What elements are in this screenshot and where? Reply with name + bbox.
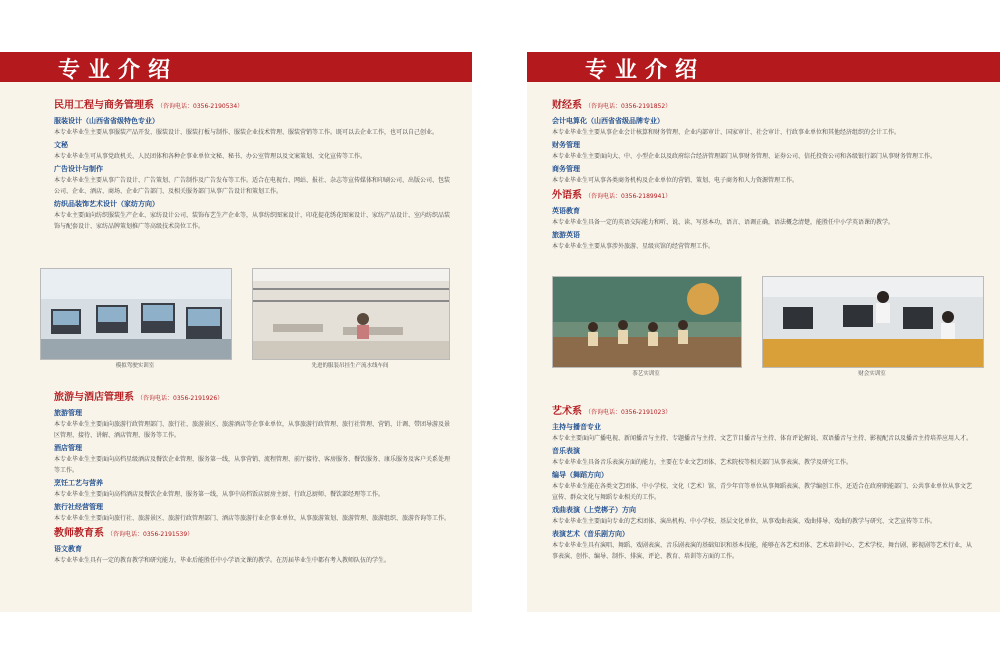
left-banner-title: 专业介绍 [58,57,179,83]
dept-heading: 民用工程与商务管理系 （咨询电话：0356-2190534） [54,100,244,111]
left-banner [0,52,472,82]
major-title: 戏曲表演（上党梆子）方向 [552,506,636,514]
major-title: 纺织品装饰艺术设计（家纺方向） [54,200,159,208]
major-title: 旅游管理 [54,409,82,417]
major-title: 英语教育 [552,207,580,215]
major-title: 旅行社经营管理 [54,503,103,511]
major-description: 本专业毕业生具备一定的英语交际能力和听、说、读、写基本功，语言、语调正确，语法概念清楚，能胜任中小学英语课的教学。 [552,219,895,226]
major-title: 文秘 [54,141,68,149]
left-photos [40,268,450,372]
dept-heading: 财经系 （咨询电话：0356-2191852） [552,100,672,111]
accounting-lab-photo [762,276,984,368]
right-banner-title: 专业介绍 [585,57,706,83]
major-description: 本专业毕业生主要从事企业会计核算和财务管理、企业内部审计、国家审计、社会审计、行政事业单位和其他经济组织的会计工作。 [552,129,901,136]
major-title: 会计电算化（山西省省级品牌专业） [552,117,664,125]
major-description: 本专业毕业生主要从事服装产品开发、服装设计、服装打板与制作、服装企业技术管理、服装营销等工作。既可以去企业工作，也可以自己创业。 [54,129,439,136]
major-title: 语文教育 [54,545,82,553]
photo-caption: 先进的服装吊挂生产流水线车间 [311,363,389,369]
major-title: 财务管理 [552,141,580,149]
major-title: 编导（舞蹈方向） [552,471,608,479]
dept-heading: 教师教育系 （咨询电话：0356-2191539） [54,528,194,539]
left-upper-content [54,96,452,232]
major-description: 本专业毕业生主要面向旅行社、旅游景区、旅游行政管理部门、酒店等旅游行业企事业单位，从事旅游策划、旅游管理、旅游组织、旅游咨询等工作。 [54,515,451,522]
major-description: 本专业毕业生可从事各类商务机构及企业单位的营销、策划、电子商务和人力资源管理工作。 [552,177,799,184]
right-banner [527,52,1000,82]
right-photos [552,276,984,380]
major-title: 广告设计与制作 [54,165,103,173]
major-title: 烹饪工艺与营养 [54,479,103,487]
right-upper-content [552,96,976,252]
garment-workshop-photo [252,268,450,360]
major-description: 本专业毕业生可从事党政机关、人民团体和各种企事业单位文秘、秘书、办公室管理以及文案策划、文化宣传等工作。 [54,153,367,160]
major-title: 主持与播音专业 [552,423,601,431]
major-description: 本专业毕业生主要面向旅游行政管理部门、旅行社、旅游景区、旅游酒店等企事业单位，从事旅游行政管理、旅行社管理、营销、计调、带团导游及景区管理、接待、讲解、酒店管理、服务等工作。 [54,421,451,439]
major-description: 本专业主要面向纺织服装生产企业、家纺设计公司、装饰布艺生产企业等，从事纺织图案设计、印花提花绣花图案设计、家纺产品设计、室内纺织品装饰与配套设计、家纺品牌策划推广等高级技术岗位工作。 [54,212,451,230]
major-description: 本专业主要面向广播电视、新闻播音与主持、专题播音与主持、文艺节目播音与主持、体育评论解说、双语播音与主持、影视配音以及播音主持培养应用人才。 [552,435,973,442]
major-description: 本专业毕业生主要从事涉外旅游、星级宾馆的经营管理工作。 [552,243,715,250]
driving-lab-photo [40,268,232,360]
major-description: 本专业毕业生具有一定的教育教学和研究能力，毕业后能胜任中小学语文课的教学。在历届毕业生中都有考入教师队伍的学生。 [54,557,391,564]
tea-art-lab-photo [552,276,742,368]
dept-heading: 旅游与酒店管理系 （咨询电话：0356-2191926） [54,392,224,403]
major-description: 本专业毕业生主要面向高档星级酒店及餐饮企业管理、服务第一线，从事营销、流程管理、前厅接待、客房服务、餐饮服务、康乐服务及客户关系处理等工作。 [54,456,451,474]
major-title: 旅游英语 [552,231,580,239]
left-lower-content [54,388,452,566]
major-title: 服装设计（山西省省级特色专业） [54,117,159,125]
right-page [527,52,1000,612]
photo-caption: 模拟驾驶实训室 [115,363,155,369]
major-title: 音乐表演 [552,447,580,455]
left-page [0,52,472,612]
major-title: 表演艺术（音乐剧方向） [552,530,629,538]
photo-caption: 茶艺实训室 [632,371,660,377]
major-description: 本专业毕业生具有演唱、舞蹈、戏剧表演、音乐剧表演的基础知识和基本技能，能够在各艺术团体、艺术培训中心、艺术学校、舞台剧、影视剧等艺术行业，从事表演、创作、编导、制作、排演、评论、教育、培训等方面的工作。 [552,542,973,560]
major-description: 本专业毕业生主要面向专业的艺术团体、演出机构、中小学校、基层文化单位，从事戏曲表演、戏曲排导、戏曲的教学与研究、文艺宣传等工作。 [552,518,937,525]
major-description: 本专业毕业生具备音乐表演方面的能力，主要在专业文艺团体、艺术院校等相关部门从事表演、教学及研究工作。 [552,459,853,466]
major-title: 商务管理 [552,165,580,173]
major-description: 本专业毕业生能在各类文艺团体、中小学校、文化（艺术）馆、青少年宫等单位从事舞蹈表演、教学编创工作，还适合在政府职能部门、公共事业单位从事文艺宣传、群众文化与舞蹈专业相关的工作。 [552,483,973,501]
major-title: 酒店管理 [54,444,82,452]
major-description: 本专业毕业生主要面向高档酒店及餐饮企业管理、服务第一线，从事中高档饭店厨房主厨、行政总厨师、餐饮部经理等工作。 [54,491,385,498]
dept-heading: 外语系 （咨询电话：0356-2189941） [552,190,672,201]
dept-heading: 艺术系 （咨询电话：0356-2191023） [552,406,672,417]
major-description: 本专业毕业生主要面向大、中、小型企业以及政府综合经济管理部门从事财务管理、证券公司、信托投资公司和各级银行部门从事财务管理工作。 [552,153,937,160]
major-description: 本专业毕业生主要从事广告设计、广告策划、广告制作及广告发布等工作。适合在电视台、网站、报社、杂志等宣传媒体和印刷公司、出版公司、包装公司、企业、酒店、商场、企业广告部门、及相关服务部门从事广告设计和策划工作。 [54,177,451,195]
right-lower-content [552,402,976,562]
photo-caption: 财会实训室 [858,371,886,377]
